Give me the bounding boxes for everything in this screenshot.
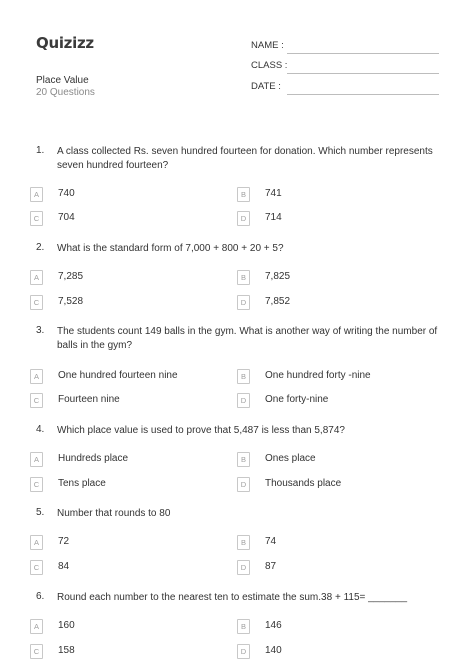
question-text: A class collected Rs. seven hundred fourteen for donation. Which number represents seven hundred fourteen? [57,146,433,171]
option-letter-box: C [30,477,43,492]
option-text: 714 [265,212,282,223]
option-letter-box: B [237,369,250,384]
question-count: 20 Questions [36,87,95,98]
option-letter-box: B [237,270,250,285]
option-letter-box: A [30,452,43,467]
class-line [287,73,439,74]
option-text: 740 [58,188,75,199]
option-letter-box: B [237,452,250,467]
option-letter-box: A [30,619,43,634]
option-letter-box: A [30,270,43,285]
class-field[interactable] [251,60,439,74]
question-number: 6. [36,591,45,602]
option-text: 741 [265,188,282,199]
option-text: 72 [58,536,70,547]
option-letter-box: B [237,535,250,550]
question-text: Round each number to the nearest ten to estimate the sum.38 + 115= _______ [57,592,408,603]
option-letter-box: A [30,187,43,202]
name-field[interactable] [251,40,439,54]
option-text: Thousands place [265,478,342,489]
option-text: One hundred forty -nine [265,370,371,381]
option-letter-box: D [237,644,250,659]
option-letter-box: A [30,535,43,550]
option-letter-box: D [237,295,250,310]
option-text: 158 [58,645,75,656]
option-text: 7,852 [265,296,291,307]
option-letter-box: C [30,644,43,659]
option-text: 7,825 [265,271,291,282]
option-text: Ones place [265,453,316,464]
option-letter-box: C [30,295,43,310]
quizizz-logo: Quizizz [36,34,94,52]
option-letter-box: D [237,560,250,575]
question-number: 4. [36,424,45,435]
option-letter-box: D [237,393,250,408]
option-letter-box: B [237,619,250,634]
name-line [287,53,439,54]
option-letter-box: D [237,211,250,226]
question-number: 5. [36,507,45,518]
option-letter-box: B [237,187,250,202]
option-text: 146 [265,620,282,631]
date-label: DATE : [251,81,281,92]
question-text: Number that rounds to 80 [57,508,171,519]
option-text: Hundreds place [58,453,129,464]
option-letter-box: C [30,560,43,575]
class-label: CLASS : [251,60,288,71]
date-field[interactable] [251,81,439,95]
option-text: 84 [58,561,70,572]
option-text: One forty-nine [265,394,329,405]
option-text: Fourteen nine [58,394,120,405]
question-text: What is the standard form of 7,000 + 800 + 20 + 5? [57,243,284,254]
option-text: Tens place [58,478,106,489]
option-text: 87 [265,561,277,572]
question-number: 1. [36,145,45,156]
question-number: 3. [36,325,45,336]
worksheet-header [0,0,474,120]
question-text: Which place value is used to prove that 5,487 is less than 5,874? [57,425,345,436]
option-text: 140 [265,645,282,656]
question-number: 2. [36,242,45,253]
option-letter-box: C [30,393,43,408]
option-text: One hundred fourteen nine [58,370,178,381]
name-label: NAME : [251,40,284,51]
option-text: 704 [58,212,75,223]
option-text: 160 [58,620,75,631]
option-text: 74 [265,536,277,547]
option-letter-box: C [30,211,43,226]
option-text: 7,285 [58,271,84,282]
option-letter-box: D [237,477,250,492]
date-line [287,94,439,95]
worksheet-title: Place Value [36,75,89,86]
question-text: The students count 149 balls in the gym. What is another way of writing the number of balls in the gym? [57,326,438,351]
option-text: 7,528 [58,296,84,307]
option-letter-box: A [30,369,43,384]
